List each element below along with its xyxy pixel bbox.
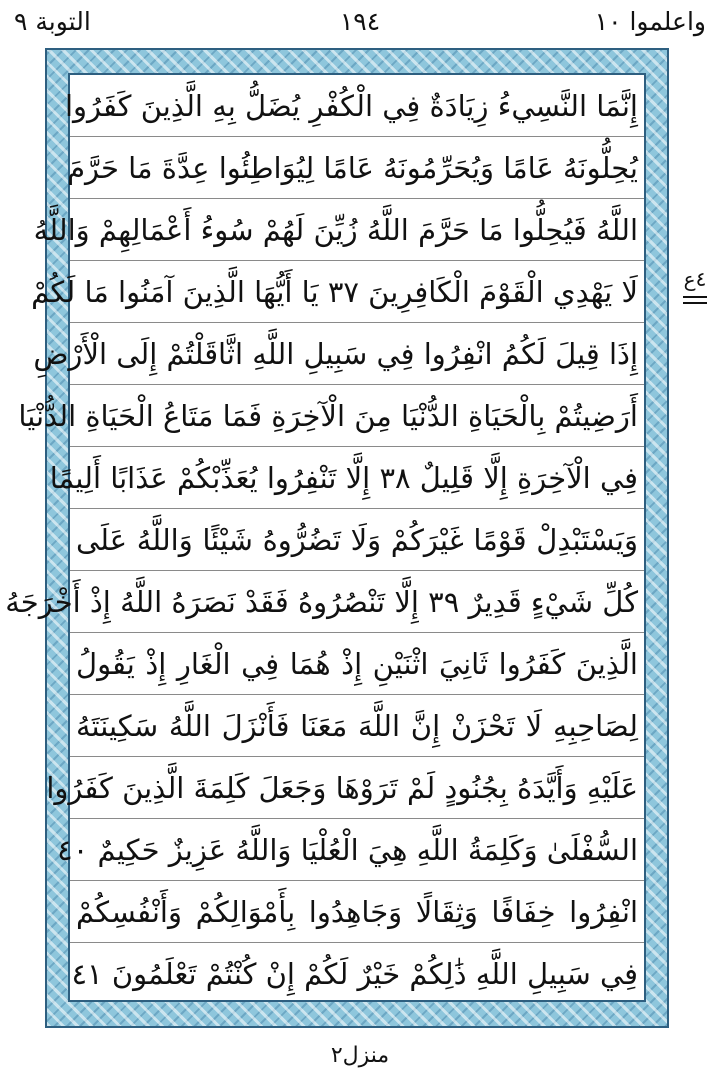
text-line: فِي سَبِيلِ اللَّهِ ذَٰلِكُمْ خَيْرٌ لَكُمْ إِنْ كُنْتُمْ تَعْلَمُونَ ٤١ <box>71 957 638 991</box>
ruku-marker-bar <box>683 302 707 304</box>
text-area <box>5 73 646 1002</box>
text-line: يُحِلُّونَهُ عَامًا وَيُحَرِّمُونَهُ عَامًا لِيُوَاطِئُوا عِدَّةَ مَا حَرَّمَ <box>70 137 644 199</box>
page-number: ١٩٤ <box>339 7 381 36</box>
text-line: إِذَا قِيلَ لَكُمُ انْفِرُوا فِي سَبِيلِ اللَّهِ اثَّاقَلْتُمْ إِلَى الْأَرْضِ <box>70 323 644 385</box>
text-line: عَلَيْهِ وَأَيَّدَهُ بِجُنُودٍ لَمْ تَرَوْهَا وَجَعَلَ كَلِمَةَ الَّذِينَ كَفَرُوا <box>70 757 644 819</box>
text-line: السُّفْلَىٰ وَكَلِمَةُ اللَّهِ هِيَ الْعُلْيَا وَاللَّهُ عَزِيزٌ حَكِيمٌ ٤٠ <box>70 819 644 881</box>
text-line: كُلِّ شَيْءٍ قَدِيرٌ ٣٩ إِلَّا تَنْصُرُوهُ فَقَدْ نَصَرَهُ اللَّهُ إِذْ أَخْرَجَهُ <box>70 571 644 633</box>
text-line: انْفِرُوا خِفَافًا وَثِقَالًا وَجَاهِدُوا بِأَمْوَالِكُمْ وَأَنْفُسِكُمْ <box>70 881 644 943</box>
manzil-footer: منزل٢ <box>330 1043 390 1068</box>
text-line: اللَّهُ فَيُحِلُّوا مَا حَرَّمَ اللَّهُ زُيِّنَ لَهُمْ سُوءُ أَعْمَالِهِمْ وَاللَّهُ <box>70 199 644 261</box>
text-line: وَيَسْتَبْدِلْ قَوْمًا غَيْرَكُمْ وَلَا تَضُرُّوهُ شَيْئًا وَاللَّهُ عَلَى <box>70 509 644 571</box>
text-line: فِي الْآخِرَةِ إِلَّا قَلِيلٌ ٣٨ إِلَّا تَنْفِرُوا يُعَذِّبْكُمْ عَذَابًا أَلِيمًا <box>70 447 644 509</box>
decorative-border <box>5 48 669 1028</box>
text-line: أَرَضِيتُمْ بِالْحَيَاةِ الدُّنْيَا مِنَ الْآخِرَةِ فَمَا مَتَاعُ الْحَيَاةِ الدُّنْيَا <box>70 385 644 447</box>
ruku-marker-bar <box>683 296 707 298</box>
text-line: الَّذِينَ كَفَرُوا ثَانِيَ اثْنَيْنِ إِذْ هُمَا فِي الْغَارِ إِذْ يَقُولُ <box>70 633 644 695</box>
ruku-marker: ٤ع <box>683 267 707 291</box>
text-line: لَا يَهْدِي الْقَوْمَ الْكَافِرِينَ ٣٧ يَا أَيُّهَا الَّذِينَ آمَنُوا مَا لَكُمْ <box>70 261 644 323</box>
para-name: واعلموا ١٠ <box>594 7 706 36</box>
text-line: إِنَّمَا النَّسِيءُ زِيَادَةٌ فِي الْكُفْرِ يُضَلُّ بِهِ الَّذِينَ كَفَرُوا <box>70 75 644 137</box>
text-line: لِصَاحِبِهِ لَا تَحْزَنْ إِنَّ اللَّهَ مَعَنَا فَأَنْزَلَ اللَّهُ سَكِينَتَهُ <box>70 695 644 757</box>
surah-name: التوبة ٩ <box>14 7 91 36</box>
